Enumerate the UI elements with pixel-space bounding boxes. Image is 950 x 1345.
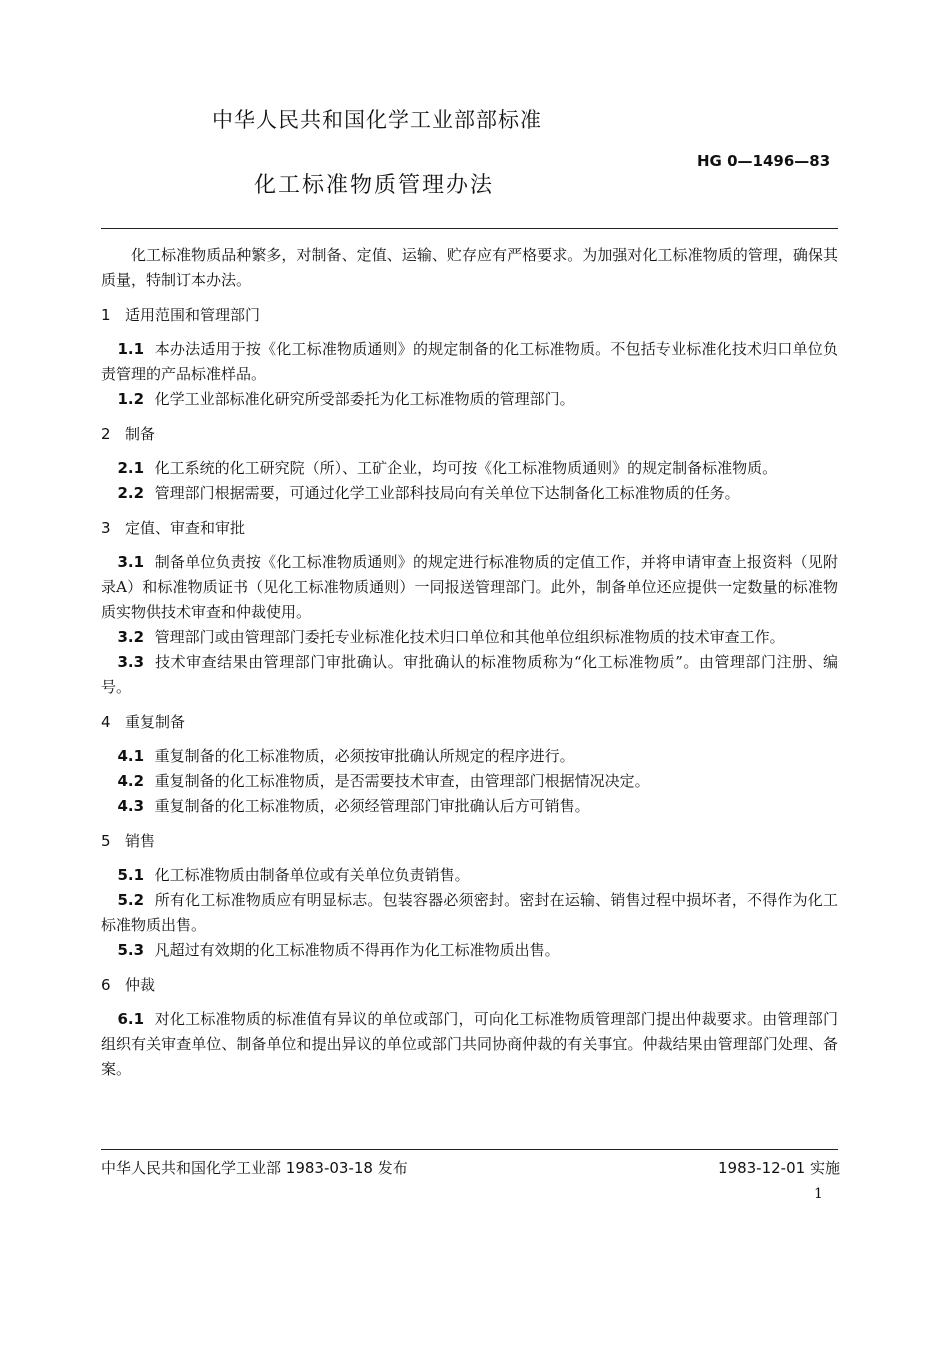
clause: 3.3 技术审查结果由管理部门审批确认。审批确认的标准物质称为“化工标准物质”。由管理部门注册、编号。 [101,653,838,696]
intro-paragraph: 化工标准物质品种繁多，对制备、定值、运输、贮存应有严格要求。为加强对化工标准物质的管理，确保其质量，特制订本办法。 [101,246,838,289]
clause: 3.2 管理部门或由管理部门委托专业标准化技术归口单位和其他单位组织标准物质的技术审查工作。 [117,628,785,646]
page-number: 1 [814,1186,823,1202]
clause: 4.3 重复制备的化工标准物质，必须经管理部门审批确认后方可销售。 [117,797,590,815]
header-divider [101,228,838,229]
section-heading: 3 定值、审查和审批 [101,519,246,537]
document-body [101,243,838,1082]
section-heading: 5 销售 [101,832,156,850]
section-heading: 2 制备 [101,425,156,443]
clause: 5.2 所有化工标准物质应有明显标志。包装容器必须密封。密封在运输、销售过程中损坏者，不得作为化工标准物质出售。 [101,891,838,934]
clause: 4.2 重复制备的化工标准物质，是否需要技术审查，由管理部门根据情况决定。 [117,772,650,790]
clause: 3.1 制备单位负责按《化工标准物质通则》的规定进行标准物质的定值工作，并将申请审查上报资料（见附录A）和标准物质证书（见化工标准物质通则）一同报送管理部门。此外，制备单位还应提供一定数量的标准物质实物供技术审查和仲裁使用。 [101,553,838,621]
clause: 1.1 本办法适用于按《化工标准物质通则》的规定制备的化工标准物质。不包括专业标准化技术归口单位负责管理的产品标准样品。 [101,340,838,383]
clause: 5.3 凡超过有效期的化工标准物质不得再作为化工标准物质出售。 [117,941,560,959]
section-heading: 4 重复制备 [101,713,186,731]
effective-date: 1983-12-01 实施 [718,1159,840,1177]
clause: 1.2 化学工业部标准化研究所受部委托为化工标准物质的管理部门。 [117,390,575,408]
footer-divider [101,1149,838,1150]
clause: 4.1 重复制备的化工标准物质，必须按审批确认所规定的程序进行。 [117,747,575,765]
issuing-authority: 中华人民共和国化学工业部部标准 [212,108,542,132]
clause: 2.2 管理部门根据需要，可通过化学工业部科技局向有关单位下达制备化工标准物质的任务。 [117,484,740,502]
section-heading: 1 适用范围和管理部门 [101,306,261,324]
issue-date: 中华人民共和国化学工业部 1983-03-18 发布 [101,1159,408,1177]
clause: 2.1 化工系统的化工研究院（所）、工矿企业，均可按《化工标准物质通则》的规定制备标准物质。 [117,459,778,477]
document-title: 化工标准物质管理办法 [254,173,495,198]
section-heading: 6 仲裁 [101,976,156,994]
clause: 6.1 对化工标准物质的标准值有异议的单位或部门，可向化工标准物质管理部门提出仲裁要求。由管理部门组织有关审查单位、制备单位和提出异议的单位或部门共同协商仲裁的有关事宜。仲裁结果由管理部门处理、备案。 [101,1010,838,1078]
standard-code: HG 0—1496—83 [697,152,831,170]
clause: 5.1 化工标准物质由制备单位或有关单位负责销售。 [117,866,470,884]
